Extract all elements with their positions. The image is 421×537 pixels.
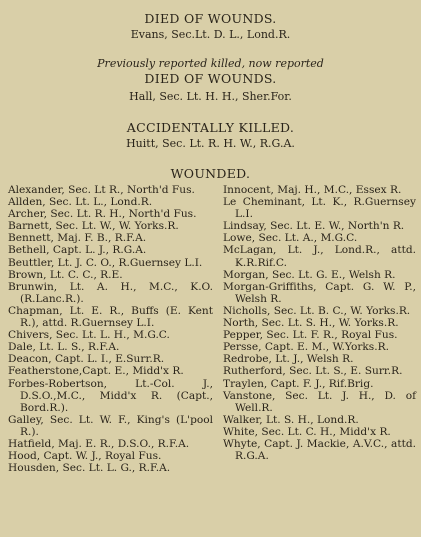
list-item: Vanstone, Sec. Lt. J. H., D. of Well.R.: [223, 389, 416, 414]
list-item: Housden, Sec. Lt. L. G., R.F.A.: [8, 462, 171, 475]
wounded-column-right: [223, 184, 416, 462]
list-item: North, Sec. Lt. S. H., W. Yorks.R.: [223, 317, 399, 330]
list-item: McLagan, Lt. J., Lond.R., attd. K.R.Rif.C.: [223, 244, 416, 269]
died-of-wounds-heading-2: DIED OF WOUNDS.: [144, 71, 277, 86]
list-item: Lowe, Sec. Lt. A., M.G.C.: [223, 232, 358, 245]
list-item: Brown, Lt. C. C., R.E.: [8, 268, 123, 281]
died-of-wounds-heading: DIED OF WOUNDS.: [144, 11, 277, 26]
accidentally-killed-heading: ACCIDENTALLY KILLED.: [126, 120, 295, 135]
list-item: Persse, Capt. E. M., W.Yorks.R.: [223, 341, 389, 354]
list-item: Chapman, Lt. E. R., Buffs (E. Kent R.), attd. R.Guernsey L.I.: [8, 304, 213, 330]
list-item: Allden, Sec. Lt. L., Lond.R.: [8, 196, 153, 209]
list-item: Archer, Sec. Lt. R. H., North'd Fus.: [8, 208, 197, 221]
list-item: Redrobe, Lt. J., Welsh R.: [223, 353, 354, 366]
list-item: Chivers, Sec. Lt. L. H., M.G.C.: [8, 329, 170, 342]
list-item: Walker, Lt. S. H., Lond.R.: [223, 413, 359, 426]
list-item: Nicholls, Sec. Lt. B. C., W. Yorks.R.: [223, 304, 411, 317]
list-item: Brunwin, Lt. A. H., M.C., K.O. (R.Lanc.R.).: [8, 280, 213, 305]
list-item: Morgan-Griffiths, Capt. G. W. P., Welsh R.: [223, 280, 416, 305]
list-item: Rutherford, Sec. Lt. S., E. Surr.R.: [223, 365, 403, 378]
list-item: Traylen, Capt. F. J., Rif.Brig.: [223, 377, 374, 390]
list-item: Bethell, Capt. L. J., R.G.A.: [8, 244, 147, 257]
list-item: Forbes-Robertson, Lt.-Col. J., D.S.O.,M.C., Midd'x R. (Capt., Bord.R.).: [8, 377, 213, 414]
list-item: Beuttler, Lt. J. C. O., R.Guernsey L.I.: [8, 256, 203, 269]
wounded-column-left: [8, 184, 213, 474]
list-item: White, Sec. Lt. C. H., Midd'x R.: [223, 425, 391, 438]
list-item: Morgan, Sec. Lt. G. E., Welsh R.: [223, 268, 396, 281]
list-item: Alexander, Sec. Lt R., North'd Fus.: [8, 184, 195, 196]
list-item: Innocent, Maj. H., M.C., Essex R.: [223, 184, 402, 196]
wounded-heading: WOUNDED.: [170, 166, 251, 181]
list-item: Barnett, Sec. Lt. W., W. Yorks.R.: [8, 220, 179, 233]
list-item: Pepper, Sec. Lt. F. R., Royal Fus.: [223, 329, 398, 342]
died-of-wounds-entry: Evans, Sec.Lt. D. L., Lond.R.: [130, 28, 291, 41]
list-item: Deacon, Capt. L. I., E.Surr.R.: [8, 353, 165, 366]
list-item: Hatfield, Maj. E. R., D.S.O., R.F.A.: [8, 437, 190, 450]
list-item: Hood, Capt. W. J., Royal Fus.: [8, 450, 162, 463]
list-item: Lindsay, Sec. Lt. E. W., North'n R.: [223, 220, 405, 233]
list-item: Dale, Lt. L. S., R.F.A.: [8, 341, 120, 354]
list-item: Bennett, Maj. F. B., R.F.A.: [8, 232, 147, 245]
list-item: Featherstone,Capt. E., Midd'x R.: [8, 365, 184, 378]
list-item: Galley, Sec. Lt. W. F., King's (L'pool R.).: [8, 413, 213, 438]
list-item: Whyte, Capt. J. Mackie, A.V.C., attd. R.G.A.: [223, 437, 416, 463]
died-of-wounds-entry-2: Hall, Sec. Lt. H. H., Sher.For.: [129, 90, 292, 103]
previously-reported-note: Previously reported killed, now reported: [97, 57, 324, 70]
accidentally-killed-entry: Huitt, Sec. Lt. R. H. W., R.G.A.: [126, 137, 295, 150]
list-item: Le Cheminant, Lt. K., R.Guernsey L.I.: [223, 196, 416, 221]
